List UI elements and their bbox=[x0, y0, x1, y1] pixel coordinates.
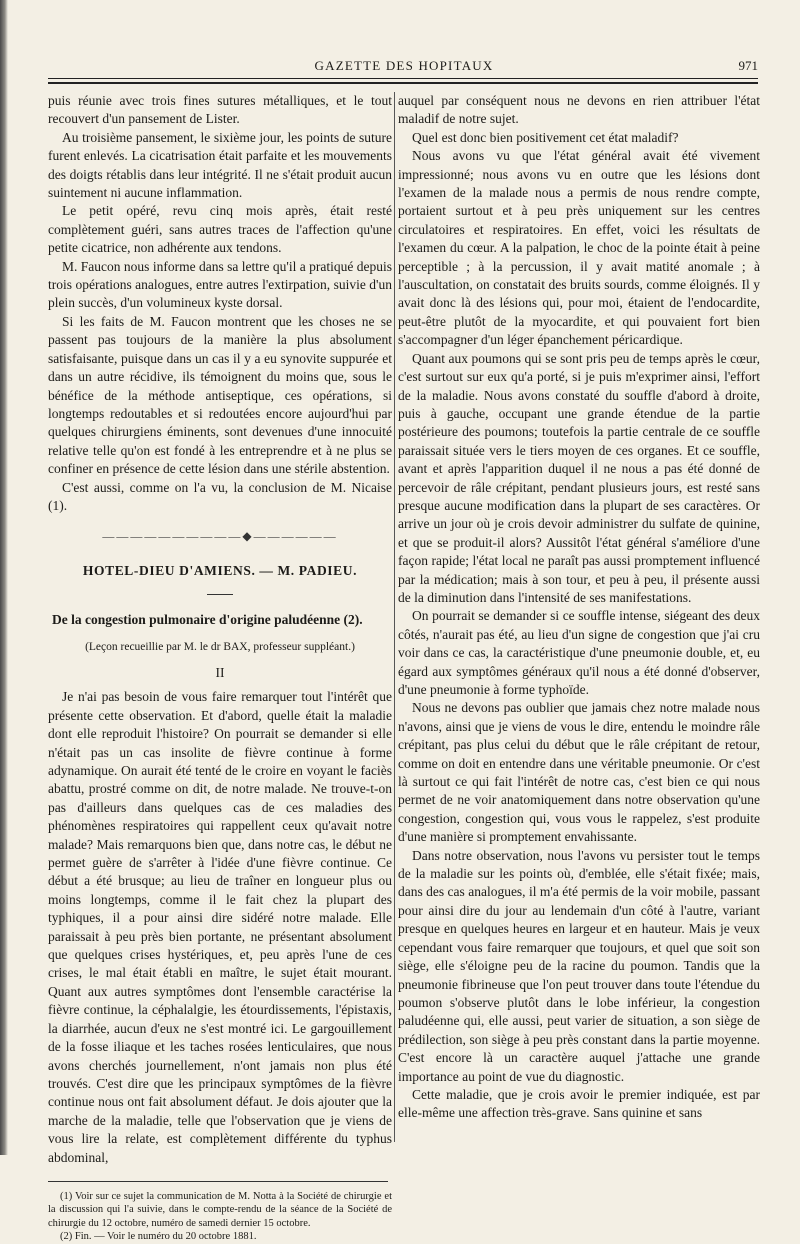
paragraph: Au troisième pansement, le sixième jour, les points de suture furent enlevés. La cicatrisation était parfaite et les mouvements des doigts rétablis dans leur intégrité. Il ne s'était produit aucun suintement ni aucune inflammation. bbox=[48, 129, 392, 201]
paragraph: Nous ne devons pas oublier que jamais chez notre malade nous n'avons, ainsi que je viens de vous le dire, entendu le moindre râle crépitant, pas plus celui du début que le râle crépitant de retour, comme on doit en entendre dans une véritable pneumonie. Or c'est là surtout ce qui fait l'intérêt de notre cas, c'est bien ce qui nous permet de ne voir anatomiquement dans notre observation qu'une congestion, congestion qui, vous vous le rappelez, s'est produite d'une manière si promptement envahissante. bbox=[398, 700, 760, 845]
header-rule-thick bbox=[48, 82, 758, 84]
paragraph: On pourrait se demander si ce souffle intense, siégeant des deux côtés, n'aurait pas été, au lieu d'un signe de congestion que j'ai cru voir dans ce cas, la caractéristique d'une pneumonie double, et, eu égard aux symptômes généraux qu'il nous a été donné d'observer, d'une pneumonie à forme typhoïde. bbox=[398, 608, 760, 697]
paragraph: Quant aux poumons qui se sont pris peu de temps après le cœur, c'est surtout sur eux qu'a porté, si je puis m'exprimer ainsi, l'effort de la maladie. Nous avons constaté du souffle d'abord à droite, puis à gauche, occupant une grande étendue de la partie postérieure des poumons; toutefois la partie centrale de ce souffle paraissait située vers le tiers moyen de ces organes. Et ce souffle, avant et après l'apparition duquel il ne nous a pas été donné de percevoir de râle crépitant, pendant plusieurs jours, est resté sans presque aucune modification dans la plupart de ses caractères. Or arrive un jour où je crois devoir administrer du sulfate de quinine, et que se produit-il alors? Aussitôt l'état général s'améliore d'une façon rapide; l'état local ne paraît pas aussi promptement influencé par la médication; mais à son tour, et peu à peu, il présente aussi de la diminution dans l'intensité de ses manifestations. bbox=[398, 350, 760, 605]
paragraph: Le petit opéré, revu cinq mois après, était resté complètement guéri, sans autres traces de l'affection qu'une petite cicatrice, non adhérente aux tendons. bbox=[48, 203, 392, 256]
right-column bbox=[398, 92, 760, 1123]
left-column bbox=[48, 92, 392, 1244]
footnote: (1) Voir sur ce sujet la communication de M. Notta à la Société de chirurgie et la discussion qui l'a suivie, dans le compte-rendu de la séance de la Société de chirurgie du 12 octobre, numéro de samedi dernier 15 octobre. bbox=[48, 1190, 392, 1229]
article-title: De la congestion pulmonaire d'origine paludéenne (2). bbox=[52, 612, 363, 628]
footnote: (2) Fin. — Voir le numéro du 20 octobre 1881. bbox=[60, 1231, 257, 1243]
journal-title: GAZETTE DES HOPITAUX bbox=[314, 58, 494, 73]
paragraph: M. Faucon nous informe dans sa lettre qu'il a pratiqué depuis trois opérations analogues, entre autres l'extirpation, suivie d'un plein succès, d'un volumineux kyste dorsal. bbox=[48, 258, 392, 311]
page-number: 971 bbox=[738, 58, 758, 73]
ornament-rule: ——————————◆—————— bbox=[102, 529, 338, 544]
part-number: II bbox=[215, 664, 225, 680]
paragraph: Si les faits de M. Faucon montrent que les choses ne se passent pas toujours de la manière la plus absolument satisfaisante, puisque dans un cas il y a eu synovite suppurée et dans un autre récidive, ils témoignent du moins que, sous le bénéfice de la méthode antiseptique, ces opérations, si longtemps redoutables et si redoutées encore aujourd'hui par quelques chirurgiens éminents, sont devenues d'une innocuité relative telle qu'on est fondé à les entreprendre et à ne plus se confiner en présence de cette lésion dans une stérile abstention. bbox=[48, 313, 392, 477]
paragraph: C'est aussi, comme on l'a vu, la conclusion de M. Nicaise (1). bbox=[48, 479, 392, 513]
binding-shadow bbox=[0, 0, 8, 1155]
byline: (Leçon recueillie par M. le dr BAX, professeur suppléant.) bbox=[85, 640, 355, 653]
paragraph: auquel par conséquent nous ne devons en rien attribuer l'état maladif de notre sujet. bbox=[398, 93, 760, 127]
paragraph: Dans notre observation, nous l'avons vu persister tout le temps de la maladie sur les points où, d'emblée, elle s'était fixée; mais, dans des cas analogues, il m'a été permis de la voir mobile, passant pour ainsi dire du jour au lendemain d'un côté à l'autre, variant presque en quelques heures en largeur et en hauteur. Mais je veux cependant vous faire remarquer que toujours, et quel que soit son siège, elle s'éloigne peu de la racine du poumon. Tandis que la pneumonie fibrineuse que l'on peut trouver dans toute l'étendue du poumon s'observe plutôt dans le lobe inférieur, la congestion paludéenne qui, elle aussi, peut varier de situation, a son siège de prédilection, son siège à peu près constant dans la partie moyenne. C'est encore là un caractère auquel j'attache une grande importance au point de vue du diagnostic. bbox=[398, 847, 760, 1084]
header-rule bbox=[48, 78, 758, 79]
paragraph: Je n'ai pas besoin de vous faire remarquer tout l'intérêt que présente cette observation. Et d'abord, quelle était la maladie dont elle reproduit l'histoire? On pourrait se demander si elle n'était pas un cas insolite de fièvre continue à forme adynamique. On aurait été tenté de le croire en voyant le faciès abattu, prostré comme on dit, de notre malade. Ne trouve-t-on pas d'ailleurs dans quelques cas de ces maladies des phénomènes respiratoires qui rappellent ceux qu'avait notre malade? Mais remarquons bien que, dans notre cas, le début ne permet guère de s'arrêter à l'idée d'une fièvre continue. Ce début a été brusque; au lieu de traîner en longueur plus ou moins longtemps, comme il le fait chez la plupart des typhiques, il a pour ainsi dire sidéré notre malade. Elle paraissait à peu près bien portante, ne présentant absolument que quelques crises hystériques, et, peu après l'une de ces crises, le mal était établi en maître, le sujet était mourant. Quant aux autres symptômes dont l'ensemble caractérise la fièvre continue, la céphalalgie, les étourdissements, l'épistaxis, la diarrhée, aucun d'eux ne s'est montré ici. Le gargouillement de la fosse iliaque et les taches rosées lenticulaires, que nous avons cherchés journellement, n'ont jamais non plus été trouvés. C'est dire que les principaux symptômes de la fièvre continue nous ont fait absolument défaut. Je dois ajouter que la marche de la maladie, telle que l'observation que je viens de vous lire la relate, est complètement différente du typhus abdominal, bbox=[48, 689, 392, 1165]
footnote-rule bbox=[48, 1181, 388, 1182]
paragraph: Cette maladie, que je crois avoir le premier indiquée, est par elle-même une affection très-grave. Sans quinine et sans bbox=[398, 1086, 760, 1121]
column-divider bbox=[394, 92, 395, 1142]
page-header bbox=[48, 58, 760, 76]
paragraph: Nous avons vu que l'état général avait été vivement impressionné; nous avons vu en outre que les lésions dont l'examen de la malade nous a permis de nous rendre compte, portaient surtout et à peu près uniquement sur les centres circulatoires et respiratoires. En effet, voici les résultats de l'examen du cœur. A la palpation, le choc de la pointe était à peine perceptible ; à la percussion, il y avait matité anomale ; à l'auscultation, on constatait des bruits sourds, comme éloignés. Il y avait donc là des lésions qui, pour moi, étaient de l'endocardite, peut-être plutôt de la myocardite, et qui pouvaient fort bien s'accompagner d'un léger épanchement péricardique. bbox=[398, 148, 760, 348]
paragraph: Quel est donc bien positivement cet état maladif? bbox=[412, 129, 679, 145]
small-rule bbox=[207, 594, 233, 595]
paragraph: puis réunie avec trois fines sutures métalliques, et le tout recouvert d'un pansement de Lister. bbox=[48, 93, 392, 127]
section-heading: HOTEL-DIEU D'AMIENS. — M. PADIEU. bbox=[82, 562, 358, 578]
